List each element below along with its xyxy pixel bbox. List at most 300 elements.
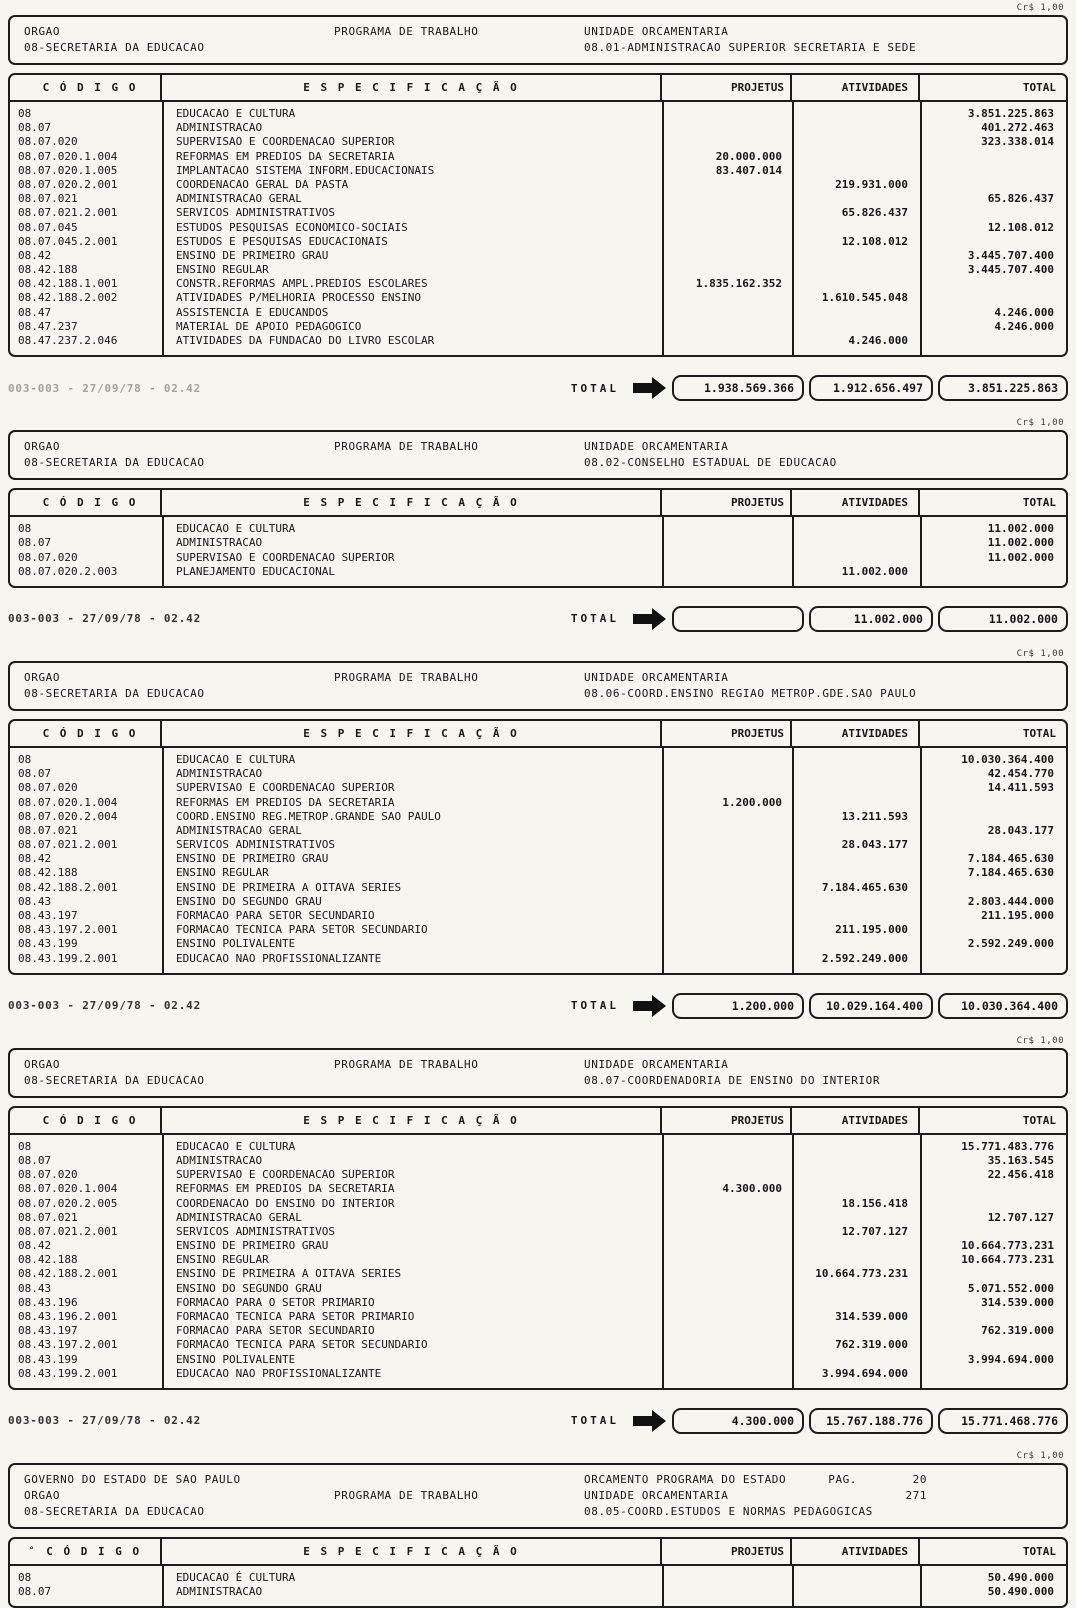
row-especificacao: ESTUDOS PESQUISAS ECONOMICO-SOCIAIS	[176, 220, 408, 234]
table-row	[10, 1154, 1066, 1168]
row-atividades	[792, 1140, 920, 1154]
table-row	[10, 249, 1066, 263]
row-especificacao: ESTUDOS E PESQUISAS EDUCACIONAIS	[176, 234, 388, 248]
row-total: 3.994.694.000	[967, 1352, 1054, 1366]
table-row	[10, 1310, 1066, 1324]
column-divider	[662, 102, 664, 355]
row-atividades	[792, 781, 920, 795]
codigo-header-label: C Ó D I G O	[42, 726, 138, 740]
column-divider	[662, 1135, 664, 1388]
unidade-label: UNIDADE ORCAMENTARIA	[584, 1488, 729, 1502]
orgao-label: ORGAO	[24, 1488, 61, 1502]
row-code: 08.42.188.2.001	[18, 1267, 118, 1281]
table-row	[10, 767, 1066, 781]
table-body	[10, 102, 1066, 355]
row-atividades: 1.610.545.048	[821, 291, 908, 305]
row-code: 08.43.197.2.001	[18, 923, 118, 937]
row-code: 08	[18, 107, 32, 120]
row-total: 7.184.465.630	[967, 866, 1054, 880]
row-code: 08.43	[18, 1281, 52, 1295]
table-row	[10, 796, 1066, 810]
orgao-value: 08-SECRETARIA DA EDUCACAO	[24, 456, 205, 470]
row-atividades	[792, 551, 920, 565]
row-projetos	[662, 334, 792, 348]
table-row	[10, 334, 1066, 348]
row-especificacao: REFORMAS EM PREDIOS DA SECRETARIA	[176, 795, 395, 809]
row-projetos	[662, 192, 792, 206]
table-header-row	[10, 490, 1066, 517]
table-row	[10, 824, 1066, 838]
row-atividades: 219.931.000	[835, 177, 908, 191]
budget-section	[8, 1035, 1068, 1438]
table-header-row	[10, 1539, 1066, 1566]
section-footer	[8, 371, 1068, 405]
col-header-codigo	[10, 490, 162, 515]
row-total	[920, 565, 1066, 579]
row-atividades: 4.246.000	[848, 334, 908, 347]
col-header-total: TOTAL	[1022, 496, 1056, 510]
table-header-row	[10, 721, 1066, 748]
row-projetos	[662, 1253, 792, 1267]
table-row	[10, 150, 1066, 164]
unidade-value: 08.05-COORD.ESTUDOS E NORMAS PEDAGOGICAS	[584, 1504, 873, 1518]
row-especificacao: SUPERVISAO E COORDENACAO SUPERIOR	[176, 550, 395, 564]
row-atividades: 211.195.000	[835, 923, 908, 937]
row-especificacao: FORMACAO TECNICA PARA SETOR PRIMARIO	[176, 1310, 415, 1323]
table-row	[10, 1211, 1066, 1225]
row-total: 10.030.364.400	[961, 752, 1054, 766]
table-row	[10, 923, 1066, 937]
column-divider	[662, 748, 664, 973]
footer-total-label: TOTAL	[570, 381, 619, 395]
currency-label: Cr$ 1,00	[1016, 648, 1064, 659]
row-code: 08.07.020.2.004	[18, 809, 118, 823]
unidade-label: UNIDADE ORCAMENTARIA	[584, 1057, 729, 1071]
budget-section	[8, 1450, 1068, 1608]
table-row	[10, 1585, 1066, 1599]
row-projetos	[662, 178, 792, 192]
programa-label: PROGRAMA DE TRABALHO	[334, 1057, 479, 1071]
row-projetos	[662, 1338, 792, 1352]
currency-label: Cr$ 1,00	[1016, 3, 1064, 13]
row-projetos	[662, 1140, 792, 1154]
row-atividades	[792, 1154, 920, 1168]
row-code: 08.47	[18, 305, 52, 319]
codigo-prefix: °	[28, 1546, 37, 1557]
row-total	[920, 1225, 1066, 1239]
row-total	[920, 206, 1066, 220]
row-especificacao: ADMINISTRACAO	[176, 767, 263, 781]
budget-table	[8, 719, 1068, 975]
row-total	[920, 178, 1066, 192]
row-especificacao: COORDENACAO DO ENSINO DO INTERIOR	[176, 1196, 395, 1210]
total-total-box: 3.851.225.863	[938, 375, 1068, 401]
row-code: 08	[18, 1570, 32, 1584]
table-row	[10, 952, 1066, 966]
row-projetos	[662, 810, 792, 824]
table-row	[10, 1353, 1066, 1367]
row-atividades	[792, 1168, 920, 1182]
row-especificacao: EDUCACAO E CULTURA	[176, 522, 296, 536]
col-header-codigo	[10, 75, 162, 100]
column-divider	[920, 748, 922, 973]
row-atividades	[792, 277, 920, 291]
column-divider	[662, 517, 664, 586]
row-total: 12.707.127	[987, 1210, 1054, 1224]
row-total: 323.338.014	[981, 135, 1054, 149]
row-especificacao: REFORMAS EM PREDIOS DA SECRETARIA	[176, 149, 395, 163]
page-label: PAG.	[828, 1472, 858, 1486]
row-total	[920, 277, 1066, 291]
row-code: 08.43.199	[18, 937, 78, 951]
row-code: 08.43.199.2.001	[18, 1366, 118, 1380]
table-row	[10, 937, 1066, 951]
row-total: 3.445.707.400	[967, 263, 1054, 277]
row-especificacao: ENSINO DE PRIMEIRA A OITAVA SERIES	[176, 880, 402, 894]
unidade-label: UNIDADE ORCAMENTARIA	[584, 440, 729, 454]
section-header-box	[8, 661, 1068, 711]
currency-label: Cr$ 1,00	[1016, 1450, 1064, 1461]
unidade-value: 08.07-COORDENADORIA DE ENSINO DO INTERIOR	[584, 1073, 881, 1087]
row-total	[920, 796, 1066, 810]
row-atividades	[792, 121, 920, 135]
programa-label: PROGRAMA DE TRABALHO	[334, 1488, 479, 1502]
table-row	[10, 164, 1066, 178]
col-header-codigo	[10, 721, 162, 746]
total-projetos-box	[672, 606, 804, 632]
table-row	[10, 107, 1066, 121]
row-code: 08.42	[18, 852, 52, 866]
row-atividades	[792, 263, 920, 277]
orgao-value: 08-SECRETARIA DA EDUCACAO	[24, 1504, 205, 1518]
row-projetos	[662, 565, 792, 579]
footer-ref: 003-003 - 27/09/78 - 02.42	[8, 1414, 201, 1428]
table-row	[10, 1282, 1066, 1296]
row-atividades: 7.184.465.630	[821, 880, 908, 894]
section-footer	[8, 602, 1068, 636]
total-projetos-box: 1.938.569.366	[672, 375, 804, 401]
row-total: 5.071.552.000	[967, 1281, 1054, 1295]
row-atividades	[792, 221, 920, 235]
row-code: 08	[18, 1139, 32, 1153]
table-header-row	[10, 1108, 1066, 1135]
row-projetos: 1.200.000	[722, 795, 782, 809]
total-total-box: 15.771.468.776	[938, 1408, 1068, 1434]
row-atividades	[792, 1253, 920, 1267]
table-row	[10, 852, 1066, 866]
section-header-box	[8, 15, 1068, 65]
total-projetos-box: 1.200.000	[672, 993, 804, 1019]
table-row	[10, 121, 1066, 135]
orgao-value: 08-SECRETARIA DA EDUCACAO	[24, 41, 205, 54]
table-row	[10, 881, 1066, 895]
row-total: 12.108.012	[987, 220, 1054, 234]
row-projetos	[662, 320, 792, 334]
column-divider	[162, 1135, 164, 1388]
column-divider	[920, 517, 922, 586]
row-total: 211.195.000	[981, 909, 1054, 922]
row-especificacao: ADMINISTRACAO GERAL	[176, 192, 302, 206]
footer-ref: 003-003 - 27/09/78 - 02.42	[8, 381, 201, 395]
row-total	[920, 164, 1066, 178]
row-especificacao: FORMACAO TECNICA PARA SETOR SECUNDARIO	[176, 1338, 428, 1352]
row-code: 08.43	[18, 894, 52, 908]
row-projetos	[662, 937, 792, 951]
row-atividades	[792, 249, 920, 263]
row-atividades: 12.108.012	[841, 234, 908, 248]
page-number: 20	[912, 1472, 928, 1486]
row-atividades: 2.592.249.000	[821, 951, 908, 965]
row-code: 08.07.020	[18, 781, 78, 795]
column-divider	[662, 1566, 664, 1606]
row-projetos	[662, 1282, 792, 1296]
row-projetos	[662, 1324, 792, 1338]
footer-total-boxes	[667, 606, 1068, 632]
unidade-value: 08.06-COORD.ENSINO REGIAO METROP.GDE.SAO PAULO	[584, 686, 917, 700]
row-especificacao: PLANEJAMENTO EDUCACIONAL	[176, 564, 335, 578]
orgao-label: ORGAO	[24, 440, 61, 454]
row-code: 08	[18, 522, 32, 536]
col-header-atividades: ATIVIDADES	[792, 721, 920, 746]
row-total	[920, 334, 1066, 348]
table-row	[10, 277, 1066, 291]
row-atividades	[792, 1282, 920, 1296]
row-projetos	[662, 1353, 792, 1367]
currency-label: Cr$ 1,00	[1016, 418, 1064, 429]
row-atividades	[792, 866, 920, 880]
row-total: 50.490.000	[987, 1570, 1054, 1584]
row-especificacao: REFORMAS EM PREDIOS DA SECRETARIA	[176, 1182, 395, 1196]
table-row	[10, 1367, 1066, 1381]
currency-label: Cr$ 1,00	[1016, 1035, 1064, 1046]
col-header-especificacao: E S P E C I F I C A Ç Ã O	[162, 1108, 662, 1133]
column-divider	[792, 1566, 794, 1606]
table-row	[10, 291, 1066, 305]
col-header-especificacao: E S P E C I F I C A Ç Ã O	[162, 1539, 662, 1564]
row-total	[920, 838, 1066, 852]
orgao-label: ORGAO	[24, 670, 61, 684]
row-total: 50.490.000	[987, 1585, 1054, 1599]
table-row	[10, 178, 1066, 192]
row-total: 4.246.000	[994, 319, 1054, 333]
table-body	[10, 1135, 1066, 1388]
row-atividades	[792, 1211, 920, 1225]
row-especificacao: SUPERVISAO E COORDENACAO SUPERIOR	[176, 781, 395, 795]
row-total: 3.445.707.400	[967, 248, 1054, 262]
table-row	[10, 565, 1066, 579]
budget-section	[8, 648, 1068, 1023]
table-header-row	[10, 75, 1066, 102]
row-atividades	[792, 306, 920, 320]
total-arrow-icon	[633, 1409, 667, 1433]
row-atividades	[792, 767, 920, 781]
row-especificacao: CONSTR.REFORMAS AMPL.PREDIOS ESCOLARES	[176, 277, 428, 291]
table-row	[10, 1571, 1066, 1585]
row-code: 08.43.196	[18, 1295, 78, 1309]
governo-label: GOVERNO DO ESTADO DE SAO PAULO	[24, 1472, 241, 1486]
row-code: 08.43.197	[18, 909, 78, 922]
row-projetos: 20.000.000	[715, 149, 782, 163]
row-especificacao: FORMACAO PARA SETOR SECUNDARIO	[176, 1324, 375, 1338]
table-row	[10, 838, 1066, 852]
row-projetos	[662, 824, 792, 838]
unidade-label: UNIDADE ORCAMENTARIA	[584, 670, 729, 684]
row-especificacao: ENSINO DE PRIMEIRO GRAU	[176, 248, 329, 262]
row-projetos	[662, 536, 792, 550]
row-projetos	[662, 249, 792, 263]
row-especificacao: SUPERVISAO E COORDENACAO SUPERIOR	[176, 135, 395, 149]
table-row	[10, 1225, 1066, 1239]
column-divider	[162, 748, 164, 973]
row-code: 08.07.021.2.001	[18, 206, 118, 220]
row-total: 762.319.000	[981, 1324, 1054, 1338]
row-code: 08.07.020.1.004	[18, 795, 118, 809]
row-atividades	[792, 150, 920, 164]
row-atividades	[792, 937, 920, 951]
row-especificacao: EDUCACAO NAO PROFISSIONALIZANTE	[176, 1366, 382, 1380]
budget-table	[8, 1106, 1068, 1390]
row-projetos	[662, 135, 792, 149]
row-projetos	[662, 852, 792, 866]
row-projetos	[662, 923, 792, 937]
row-code: 08.07.021	[18, 192, 78, 206]
row-atividades	[792, 1353, 920, 1367]
row-code: 08.07.020.1.004	[18, 149, 118, 163]
row-total	[920, 291, 1066, 305]
row-especificacao: COORDENACAO GERAL DA PASTA	[176, 177, 349, 191]
unidade-label: UNIDADE ORCAMENTARIA	[584, 25, 729, 38]
row-especificacao: ENSINO REGULAR	[176, 1253, 269, 1267]
row-total: 14.411.593	[987, 781, 1054, 795]
row-code: 08.43.199	[18, 1352, 78, 1366]
section-footer	[8, 989, 1068, 1023]
row-code: 08.07.020	[18, 1168, 78, 1182]
footer-total-label: TOTAL	[570, 612, 619, 626]
col-header-projetos: PROJETUS	[662, 490, 792, 515]
total-projetos-box: 4.300.000	[672, 1408, 804, 1434]
row-especificacao: EDUCACAO E CULTURA	[176, 107, 296, 120]
row-code: 08.43.199.2.001	[18, 951, 118, 965]
codigo-header-label: C Ó D I G O	[42, 81, 138, 94]
row-code: 08.07.021.2.001	[18, 1224, 118, 1238]
row-projetos	[662, 1310, 792, 1324]
row-projetos: 1.835.162.352	[695, 277, 782, 291]
row-atividades: 314.539.000	[835, 1310, 908, 1323]
row-total: 11.002.000	[987, 522, 1054, 536]
row-projetos	[662, 838, 792, 852]
total-atividades-box: 1.912.656.497	[809, 375, 933, 401]
row-code: 08.42	[18, 248, 52, 262]
table-row	[10, 1253, 1066, 1267]
row-projetos	[662, 1168, 792, 1182]
row-atividades: 13.211.593	[841, 809, 908, 823]
row-atividades	[792, 909, 920, 923]
budget-table	[8, 73, 1068, 357]
table-row	[10, 781, 1066, 795]
col-header-projetos: PROJETUS	[662, 721, 792, 746]
row-especificacao: SUPERVISAO E COORDENACAO SUPERIOR	[176, 1168, 395, 1182]
row-especificacao: IMPLANTACAO SISTEMA INFORM.EDUCACIONAIS	[176, 163, 435, 177]
row-total: 2.592.249.000	[967, 937, 1054, 951]
row-projetos	[662, 121, 792, 135]
row-especificacao: ADMINISTRACAO	[176, 121, 263, 135]
table-row	[10, 1182, 1066, 1196]
table-row	[10, 1267, 1066, 1281]
row-especificacao: ENSINO DO SEGUNDO GRAU	[176, 1281, 322, 1295]
row-code: 08	[18, 752, 32, 766]
row-code: 08.43.197.2.001	[18, 1338, 118, 1352]
row-total: 4.246.000	[994, 305, 1054, 319]
section-header-box	[8, 1048, 1068, 1098]
row-atividades	[792, 522, 920, 536]
col-header-total: TOTAL	[1022, 726, 1056, 740]
row-code: 08.07	[18, 1585, 52, 1599]
programa-label: PROGRAMA DE TRABALHO	[334, 25, 479, 38]
row-projetos	[662, 1225, 792, 1239]
row-code: 08.42.188.2.001	[18, 880, 118, 894]
col-header-especificacao: E S P E C I F I C A Ç Ã O	[162, 490, 662, 515]
row-atividades	[792, 1182, 920, 1196]
row-projetos	[662, 1571, 792, 1585]
table-row	[10, 221, 1066, 235]
row-total: 65.826.437	[987, 192, 1054, 206]
row-projetos	[662, 952, 792, 966]
row-especificacao: FORMACAO PARA O SETOR PRIMARIO	[176, 1295, 375, 1309]
orcamento-label: ORCAMENTO PROGRAMA DO ESTADO	[584, 1472, 787, 1486]
total-atividades-box: 10.029.164.400	[809, 993, 933, 1019]
table-row	[10, 320, 1066, 334]
row-code: 08.07.020.1.005	[18, 163, 118, 177]
footer-total-boxes	[667, 375, 1068, 401]
row-especificacao: COORD.ENSINO REG.METROP.GRANDE SAO PAULO	[176, 809, 441, 823]
row-code: 08.43.196.2.001	[18, 1310, 118, 1323]
row-especificacao: ENSINO DE PRIMEIRO GRAU	[176, 1239, 329, 1253]
row-atividades	[792, 1585, 920, 1599]
row-projetos	[662, 1197, 792, 1211]
row-especificacao: EDUCACAO NAO PROFISSIONALIZANTE	[176, 951, 382, 965]
row-atividades	[792, 164, 920, 178]
row-code: 08.07.045	[18, 220, 78, 234]
table-row	[10, 306, 1066, 320]
table-row	[10, 909, 1066, 923]
row-total: 401.272.463	[981, 121, 1054, 135]
table-row	[10, 192, 1066, 206]
col-header-especificacao: E S P E C I F I C A Ç Ã O	[162, 721, 662, 746]
row-projetos	[662, 107, 792, 121]
row-especificacao: FORMACAO PARA SETOR SECUNDARIO	[176, 909, 375, 922]
total-arrow-icon	[633, 376, 667, 400]
footer-total-boxes	[667, 1408, 1068, 1434]
row-atividades	[792, 753, 920, 767]
col-header-especificacao: E S P E C I F I C A Ç Ã O	[162, 75, 662, 100]
row-atividades: 11.002.000	[841, 564, 908, 578]
row-projetos	[662, 206, 792, 220]
row-atividades: 18.156.418	[841, 1196, 908, 1210]
table-row	[10, 1140, 1066, 1154]
row-total: 35.163.545	[987, 1153, 1054, 1167]
row-especificacao: ADMINISTRACAO	[176, 1585, 263, 1599]
budget-table	[8, 488, 1068, 588]
row-total	[920, 952, 1066, 966]
row-atividades	[792, 320, 920, 334]
footer-total-label: TOTAL	[570, 1414, 619, 1428]
column-divider	[792, 517, 794, 586]
row-especificacao: ENSINO DE PRIMEIRA A OITAVA SERIES	[176, 1267, 402, 1281]
table-body	[10, 748, 1066, 973]
section-footer	[8, 1404, 1068, 1438]
section-header-box	[8, 1463, 1068, 1529]
table-row	[10, 1338, 1066, 1352]
